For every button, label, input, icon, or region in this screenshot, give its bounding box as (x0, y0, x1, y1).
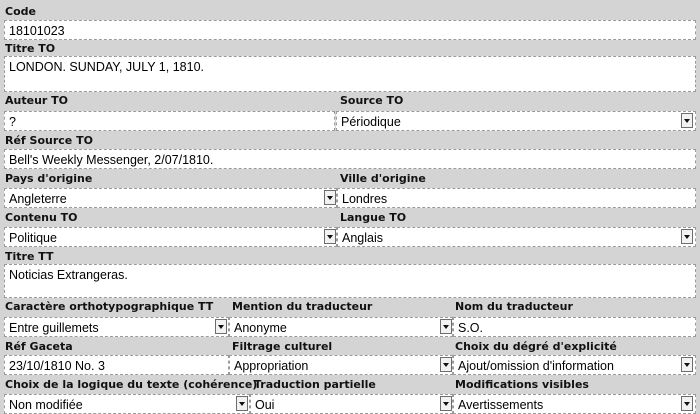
chevron-down-icon[interactable] (681, 113, 693, 128)
code-field[interactable]: 18101023 (4, 20, 696, 40)
ref-gaceta-field[interactable]: 23/10/1810 No. 3 (4, 355, 229, 375)
filtrage-culturel-select[interactable]: Appropriation (229, 355, 453, 375)
degre-explicite-label: Choix du dégré d'explicité (455, 340, 617, 353)
contenu-to-label: Contenu TO (5, 211, 78, 224)
chevron-down-icon[interactable] (440, 319, 452, 334)
pays-origine-select[interactable]: Angleterre (4, 188, 337, 208)
titre-tt-field[interactable]: Noticias Extrangeras. (4, 264, 696, 298)
ref-source-to-field[interactable]: Bell's Weekly Messenger, 2/07/1810. (4, 149, 696, 169)
logique-texte-select[interactable]: Non modifiée (4, 394, 250, 414)
chevron-down-icon[interactable] (324, 229, 336, 244)
ville-origine-field[interactable]: Londres (337, 188, 696, 208)
caractere-select[interactable]: Entre guillemets (4, 317, 229, 337)
titre-to-field[interactable]: LONDON. SUNDAY, JULY 1, 1810. (4, 56, 696, 92)
modifications-visibles-label: Modifications visibles (455, 378, 589, 391)
auteur-to-label: Auteur TO (5, 94, 69, 107)
caractere-label: Caractère orthotypographique TT (5, 300, 214, 313)
titre-tt-label: Titre TT (5, 250, 54, 263)
auteur-to-field[interactable]: ? (4, 111, 335, 131)
chevron-down-icon[interactable] (681, 229, 693, 244)
nom-traducteur-field[interactable]: S.O. (453, 317, 696, 337)
langue-to-select[interactable]: Anglais (337, 227, 696, 247)
chevron-down-icon[interactable] (215, 319, 227, 334)
filtrage-culturel-label: Filtrage culturel (232, 340, 333, 353)
code-label: Code (5, 5, 36, 18)
mention-traducteur-label: Mention du traducteur (232, 300, 373, 313)
source-to-label: Source TO (340, 94, 404, 107)
nom-traducteur-label: Nom du traducteur (455, 300, 573, 313)
chevron-down-icon[interactable] (236, 396, 248, 411)
mention-traducteur-select[interactable]: Anonyme (229, 317, 453, 337)
chevron-down-icon[interactable] (681, 357, 693, 372)
ref-source-to-label: Réf Source TO (5, 134, 93, 147)
chevron-down-icon[interactable] (440, 396, 452, 411)
traduction-partielle-label: Traduction partielle (254, 378, 376, 391)
ville-origine-label: Ville d'origine (340, 172, 426, 185)
traduction-partielle-select[interactable]: Oui (250, 394, 453, 414)
pays-origine-label: Pays d'origine (5, 172, 93, 185)
chevron-down-icon[interactable] (324, 190, 336, 205)
contenu-to-select[interactable]: Politique (4, 227, 337, 247)
degre-explicite-select[interactable]: Ajout/omission d'information (453, 355, 696, 375)
logique-texte-label: Choix de la logique du texte (cohérence) (5, 378, 258, 391)
titre-to-label: Titre TO (5, 42, 56, 55)
chevron-down-icon[interactable] (440, 357, 452, 372)
source-to-select[interactable]: Périodique (336, 111, 696, 131)
chevron-down-icon[interactable] (681, 396, 693, 411)
ref-gaceta-label: Réf Gaceta (5, 340, 73, 353)
langue-to-label: Langue TO (340, 211, 407, 224)
modifications-visibles-select[interactable]: Avertissements (453, 394, 696, 414)
